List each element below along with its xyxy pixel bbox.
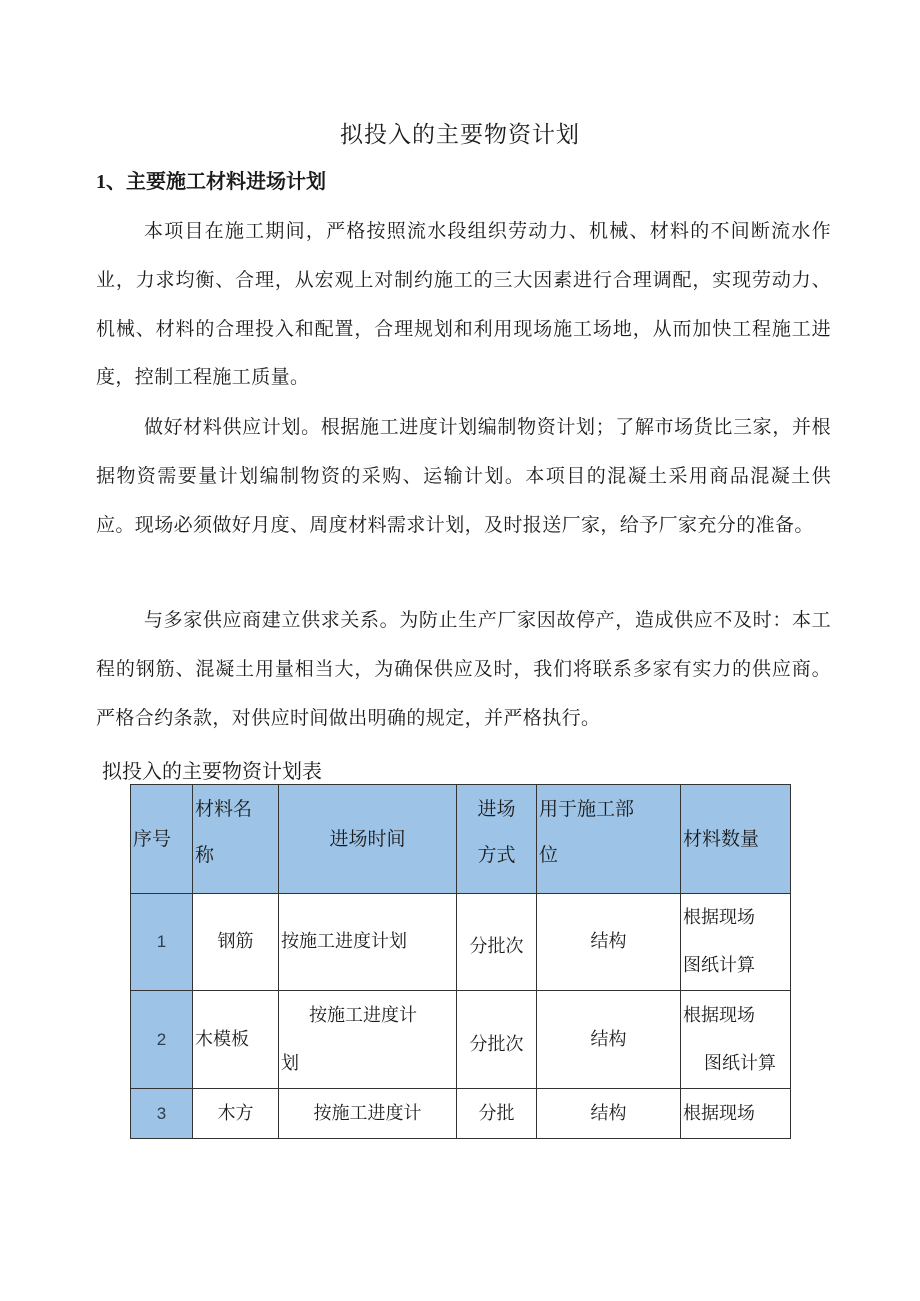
row-entry-time-line1: 按施工进度计	[309, 1004, 417, 1026]
section-number: 1、	[96, 171, 126, 193]
row-entry-time: 按施工进度计	[279, 1089, 457, 1139]
table-title: 拟投入的主要物资计划表	[102, 759, 322, 783]
row-method: 分批次	[457, 894, 537, 991]
table-row	[131, 1089, 791, 1139]
paragraph-2: 做好材料供应计划。根据施工进度计划编制物资计划；了解市场货比三家，并根据物资需要量计划编制物资的采购、运输计划。本项目的混凝土采用商品混凝土供应。现场必须做好月度、周度材料需求计划，及时报送厂家，给予厂家充分的准备。	[96, 416, 831, 536]
row-seq: 2	[131, 991, 193, 1089]
row-material: 木方	[193, 1089, 279, 1139]
header-material-line1: 材料名	[195, 798, 253, 820]
row-entry-time	[279, 991, 457, 1089]
page-title: 拟投入的主要物资计划	[340, 122, 580, 148]
header-seq: 序号	[131, 785, 193, 894]
row-method: 分批	[457, 1089, 537, 1139]
paragraph-1: 本项目在施工期间，严格按照流水段组织劳动力、机械、材料的不间断流水作业，力求均衡、合理，从宏观上对制约施工的三大因素进行合理调配，实现劳动力、机械、材料的合理投入和配置，合理规划和利用现场施工场地，从而加快工程施工进度，控制工程施工质量。	[96, 220, 831, 389]
header-entry-method-line2: 方式	[477, 844, 516, 866]
row-quantity-line2: 图纸计算	[683, 955, 755, 976]
table-row	[131, 894, 791, 991]
row-method: 分批次	[457, 991, 537, 1089]
table-header-row	[131, 785, 791, 894]
header-quantity: 材料数量	[681, 785, 791, 894]
paragraph-3: 与多家供应商建立供求关系。为防止生产厂家因故停产，造成供应不及时：本工程的钢筋、混凝土用量相当大，为确保供应及时，我们将联系多家有实力的供应商。严格合约条款，对供应时间做出明确的规定，并严格执行。	[96, 609, 831, 729]
row-quantity: 根据现场	[681, 1089, 791, 1139]
header-material	[193, 785, 279, 894]
header-usage	[537, 785, 681, 894]
row-quantity	[681, 991, 791, 1089]
row-entry-time-line2: 划	[281, 1052, 299, 1074]
row-material: 木模板	[193, 991, 279, 1089]
header-usage-line2: 位	[539, 844, 559, 866]
row-quantity-line1: 根据现场	[683, 907, 755, 928]
row-quantity-line1: 根据现场	[683, 1004, 755, 1026]
row-quantity	[681, 894, 791, 991]
row-seq: 3	[131, 1089, 193, 1139]
materials-plan-table	[130, 784, 791, 1139]
header-entry-method-line1: 进场	[477, 798, 516, 820]
header-material-line2: 称	[195, 844, 215, 866]
row-usage: 结构	[537, 991, 681, 1089]
section-heading-text: 主要施工材料进场计划	[126, 169, 326, 193]
section-heading	[96, 165, 326, 194]
row-entry-time	[279, 894, 457, 991]
header-entry-method	[457, 785, 537, 894]
header-usage-line1: 用于施工部	[539, 798, 635, 820]
row-material: 钢筋	[193, 894, 279, 991]
row-entry-time-line1: 按施工进度计划	[281, 931, 407, 952]
row-seq: 1	[131, 894, 193, 991]
row-usage: 结构	[537, 894, 681, 991]
header-entry-time: 进场时间	[279, 785, 457, 894]
row-quantity-line2: 图纸计算	[704, 1052, 776, 1074]
row-usage: 结构	[537, 1089, 681, 1139]
table-row	[131, 991, 791, 1089]
